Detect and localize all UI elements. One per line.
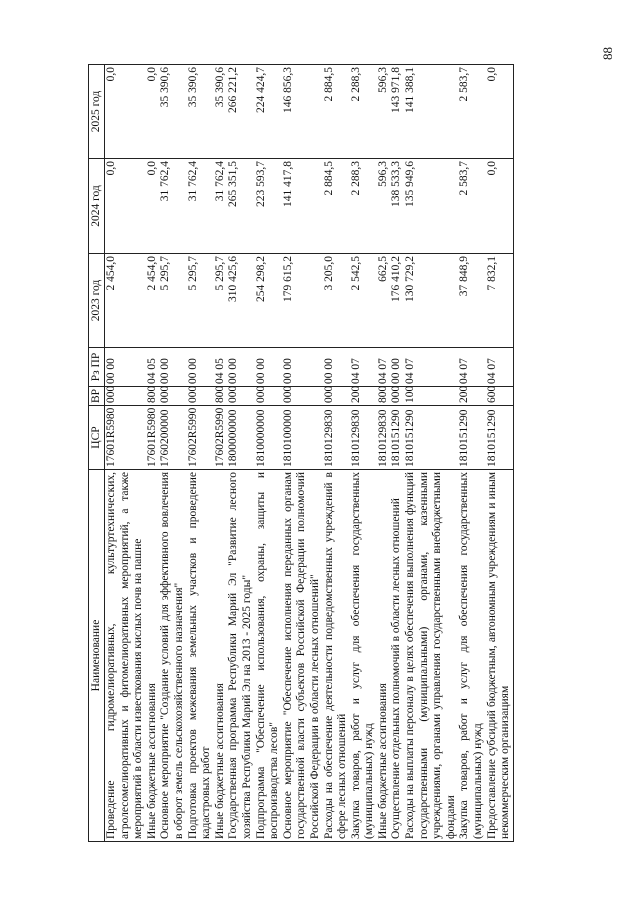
- row-csr: 1810100000: [282, 406, 323, 470]
- table-row: [390, 65, 404, 842]
- row-vr: 000: [390, 387, 404, 406]
- row-csr: 1810151290: [390, 406, 404, 470]
- row-rz-pr: 00 00: [187, 348, 214, 387]
- table-row: [227, 65, 254, 842]
- header-2023: 2023 год: [89, 254, 105, 348]
- table-row: [146, 65, 160, 842]
- row-2024: 2 884,5: [323, 159, 350, 254]
- row-rz-pr: 00 00: [105, 348, 146, 387]
- row-2024: 31 762,4: [214, 159, 228, 254]
- row-rz-pr: 04 07: [377, 348, 391, 387]
- table-row: [458, 65, 485, 842]
- row-rz-pr: 04 07: [404, 348, 458, 387]
- row-2024: 31 762,4: [187, 159, 214, 254]
- row-2024: 0,0: [105, 159, 146, 254]
- row-rz-pr: 04 05: [214, 348, 228, 387]
- row-2023: 179 615,2: [282, 254, 323, 348]
- table-row: [255, 65, 282, 842]
- row-csr: 1810151290: [404, 406, 458, 470]
- row-2023: 7 832,1: [486, 254, 514, 348]
- row-csr: 1810129830: [323, 406, 350, 470]
- row-rz-pr: 00 00: [255, 348, 282, 387]
- row-2025: 2 884,5: [323, 65, 350, 159]
- row-2023: 5 295,7: [214, 254, 228, 348]
- row-name: Иные бюджетные ассигнования: [146, 470, 160, 842]
- row-name: Основное мероприятие "Обеспечение исполнения переданных органам государственной власти субъектов Российской Федерации полномочий Российской Федерации в области лесных отношений": [282, 470, 323, 842]
- row-2025: 0,0: [105, 65, 146, 159]
- table-header-row: [89, 65, 105, 842]
- row-csr: 1810151290: [486, 406, 514, 470]
- page-number: 88: [600, 47, 615, 60]
- row-2023: 2 542,5: [350, 254, 377, 348]
- row-vr: 800: [146, 387, 160, 406]
- row-2023: 37 848,9: [458, 254, 485, 348]
- row-vr: 000: [187, 387, 214, 406]
- row-rz-pr: 00 00: [390, 348, 404, 387]
- table-row: [187, 65, 214, 842]
- row-rz-pr: 00 00: [227, 348, 254, 387]
- row-vr: 000: [105, 387, 146, 406]
- row-2025: 35 390,6: [187, 65, 214, 159]
- row-2024: 141 417,8: [282, 159, 323, 254]
- table-row: [323, 65, 350, 842]
- row-2024: 135 949,6: [404, 159, 458, 254]
- table-row: [159, 65, 186, 842]
- row-name: Осуществление отдельных полномочий в области лесных отношений: [390, 470, 404, 842]
- row-2024: 0,0: [486, 159, 514, 254]
- row-name: Подготовка проектов межевания земельных участков и проведение кадастровых работ: [187, 470, 214, 842]
- row-name: Государственная программа Республики Марий Эл "Развитие лесного хозяйства Республики Марий Эл на 2013 - 2025 годы": [227, 470, 254, 842]
- row-name: Иные бюджетные ассигнования: [214, 470, 228, 842]
- row-2023: 130 729,2: [404, 254, 458, 348]
- row-name: Закупка товаров, работ и услуг для обеспечения государственных (муниципальных) нужд: [350, 470, 377, 842]
- row-vr: 000: [227, 387, 254, 406]
- row-2025: 143 971,8: [390, 65, 404, 159]
- row-2025: 266 221,2: [227, 65, 254, 159]
- row-rz-pr: 04 07: [458, 348, 485, 387]
- row-csr: 17601R5980: [146, 406, 160, 470]
- row-rz-pr: 04 07: [486, 348, 514, 387]
- row-vr: 000: [323, 387, 350, 406]
- row-2025: 0,0: [146, 65, 160, 159]
- row-vr: 000: [282, 387, 323, 406]
- row-2024: 31 762,4: [159, 159, 186, 254]
- row-2023: 662,5: [377, 254, 391, 348]
- row-csr: 1810151290: [458, 406, 485, 470]
- header-vr: ВР: [89, 387, 105, 406]
- header-2024: 2024 год: [89, 159, 105, 254]
- row-vr: 200: [458, 387, 485, 406]
- row-vr: 600: [486, 387, 514, 406]
- budget-table-container: [88, 65, 542, 842]
- row-2023: 254 298,2: [255, 254, 282, 348]
- row-2024: 2 583,7: [458, 159, 485, 254]
- row-2025: 35 390,6: [159, 65, 186, 159]
- row-vr: 800: [377, 387, 391, 406]
- table-row: [486, 65, 514, 842]
- table-row: [105, 65, 146, 842]
- table-row: [350, 65, 377, 842]
- row-2024: 596,3: [377, 159, 391, 254]
- row-2024: 0,0: [146, 159, 160, 254]
- row-name: Расходы на выплаты персоналу в целях обеспечения выполнения функций государственными (муниципальными) органами, казенными учреждениями, органами управления государственными внебюджетными фондами: [404, 470, 458, 842]
- row-csr: 17601R5980: [105, 406, 146, 470]
- row-csr: 1810129830: [377, 406, 391, 470]
- row-2024: 223 593,7: [255, 159, 282, 254]
- row-vr: 200: [350, 387, 377, 406]
- row-rz-pr: 04 07: [350, 348, 377, 387]
- row-rz-pr: 00 00: [159, 348, 186, 387]
- row-name: Расходы на обеспечение деятельности подведомственных учреждений в сфере лесных отношений: [323, 470, 350, 842]
- row-rz-pr: 00 00: [282, 348, 323, 387]
- row-2024: 138 533,3: [390, 159, 404, 254]
- row-2025: 2 583,7: [458, 65, 485, 159]
- table-row: [377, 65, 391, 842]
- table-row: [214, 65, 228, 842]
- header-csr: ЦСР: [89, 406, 105, 470]
- row-rz-pr: 04 05: [146, 348, 160, 387]
- row-vr: 000: [159, 387, 186, 406]
- row-rz-pr: 00 00: [323, 348, 350, 387]
- table-row: [282, 65, 323, 842]
- row-2025: 2 288,3: [350, 65, 377, 159]
- row-2023: 310 425,6: [227, 254, 254, 348]
- row-vr: 000: [255, 387, 282, 406]
- table-row: [404, 65, 458, 842]
- row-2023: 3 205,0: [323, 254, 350, 348]
- row-2023: 2 454,0: [105, 254, 146, 348]
- row-2024: 2 288,3: [350, 159, 377, 254]
- header-2025: 2025 год: [89, 65, 105, 159]
- row-2023: 5 295,7: [159, 254, 186, 348]
- row-csr: 17602R5990: [187, 406, 214, 470]
- row-2023: 176 410,2: [390, 254, 404, 348]
- row-name: Проведение гидромелиоративных, культуртехнических, агролесомелиоративных и фитомелиоративных мероприятий, а также мероприятий в области известкования кислых почв на пашне: [105, 470, 146, 842]
- row-name: Основное мероприятие "Создание условий для эффективного вовлечения в оборот земель сельскохозяйственного назначения": [159, 470, 186, 842]
- row-csr: 1800000000: [227, 406, 254, 470]
- row-vr: 800: [214, 387, 228, 406]
- row-2023: 5 295,7: [187, 254, 214, 348]
- row-csr: 17602R5990: [214, 406, 228, 470]
- row-name: Иные бюджетные ассигнования: [377, 470, 391, 842]
- row-2025: 141 388,1: [404, 65, 458, 159]
- row-vr: 100: [404, 387, 458, 406]
- row-2025: 596,3: [377, 65, 391, 159]
- row-2025: 35 390,6: [214, 65, 228, 159]
- row-2025: 0,0: [486, 65, 514, 159]
- header-name: Наименование: [89, 470, 105, 842]
- row-2025: 224 424,7: [255, 65, 282, 159]
- row-name: Подпрограмма "Обеспечение использования, охраны, защиты и воспроизводства лесов": [255, 470, 282, 842]
- row-name: Предоставление субсидий бюджетным, автономным учреждениям и иным некоммерческим организациям: [486, 470, 514, 842]
- row-csr: 1810129830: [350, 406, 377, 470]
- header-rz-pr: Рз ПР: [89, 348, 105, 387]
- row-name: Закупка товаров, работ и услуг для обеспечения государственных (муниципальных) нужд: [458, 470, 485, 842]
- row-csr: 1810000000: [255, 406, 282, 470]
- row-2024: 265 351,5: [227, 159, 254, 254]
- row-2023: 2 454,0: [146, 254, 160, 348]
- row-2025: 146 856,3: [282, 65, 323, 159]
- budget-table: [88, 64, 514, 842]
- row-csr: 1760200000: [159, 406, 186, 470]
